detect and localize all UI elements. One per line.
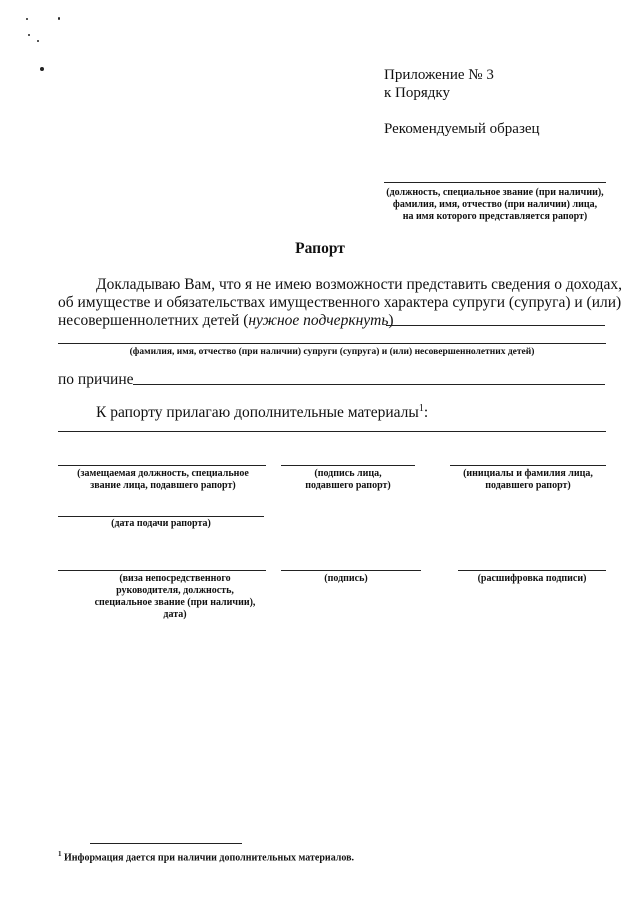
position-caption: (замещаемая должность, специальное звание лица, подавшего рапорт) (77, 468, 249, 491)
appendix-number: Приложение № 3 (384, 67, 494, 83)
body-line-3 (58, 311, 394, 331)
children-inline-line[interactable] (386, 325, 605, 326)
order-reference: к Порядку (384, 85, 450, 101)
scan-speck (58, 17, 60, 20)
attachments-colon: : (423, 404, 429, 422)
recommended-sample-label: Рекомендуемый образец (384, 121, 540, 137)
body-line-3-prefix: несовершеннолетних детей ( (58, 312, 249, 329)
underline-instruction: нужное подчеркнуть (248, 312, 389, 329)
date-caption: (дата подачи рапорта) (111, 518, 211, 529)
footnote (58, 850, 354, 863)
footnote-reference: 1 (418, 403, 424, 414)
scan-speck (28, 34, 30, 36)
addressee-caption-line2: фамилия, имя, отчество (при наличии) лица, (392, 199, 598, 210)
sign-line[interactable] (281, 570, 421, 571)
reason-label: по причине (58, 371, 134, 388)
scan-speck (26, 18, 28, 20)
decode-line[interactable] (458, 570, 606, 571)
visa-caption: (виза непосредственного руководителя, должность, специальное звание (при наличии), дата) (94, 573, 256, 620)
reason-line[interactable] (133, 384, 605, 385)
scan-speck (37, 40, 39, 42)
initials-line[interactable] (450, 465, 606, 466)
addressee-caption-line3: на имя которого представляется рапорт) (402, 211, 588, 222)
addressee-line[interactable] (384, 182, 606, 183)
body-line-1: Докладываю Вам, что я не имею возможности представить сведения о доходах, (96, 276, 623, 293)
attachments-label: К рапорту прилагаю дополнительные материалы (96, 404, 419, 422)
relatives-caption: (фамилия, имя, отчество (при наличии) супруги (супруга) и (или) несовершеннолетних детей) (129, 347, 535, 357)
body-line-3-suffix: ) (388, 312, 394, 329)
document-title: Рапорт (295, 240, 345, 257)
footnote-separator (90, 843, 242, 844)
signature-caption: (подпись лица, подавшего рапорт) (305, 468, 391, 491)
attachments-text (96, 399, 428, 423)
sign-caption: (подпись) (324, 573, 368, 584)
signature-line[interactable] (281, 465, 415, 466)
initials-caption: (инициалы и фамилия лица, подавшего рапорт) (463, 468, 593, 491)
scan-speck (40, 67, 44, 71)
position-line[interactable] (58, 465, 266, 466)
relatives-line[interactable] (58, 343, 606, 344)
visa-line[interactable] (58, 570, 266, 571)
addressee-caption (376, 187, 614, 223)
date-line[interactable] (58, 516, 264, 517)
footnote-text: Информация дается при наличии дополнительных материалов. (64, 852, 355, 864)
decode-caption: (расшифровка подписи) (477, 573, 587, 584)
body-line-2: об имуществе и обязательствах имущественного характера супруги (супруга) и (или) (58, 294, 622, 311)
addressee-caption-line1: (должность, специальное звание (при наличии), (386, 187, 604, 198)
footnote-mark: 1 (58, 850, 62, 858)
attachments-line[interactable] (58, 431, 606, 432)
